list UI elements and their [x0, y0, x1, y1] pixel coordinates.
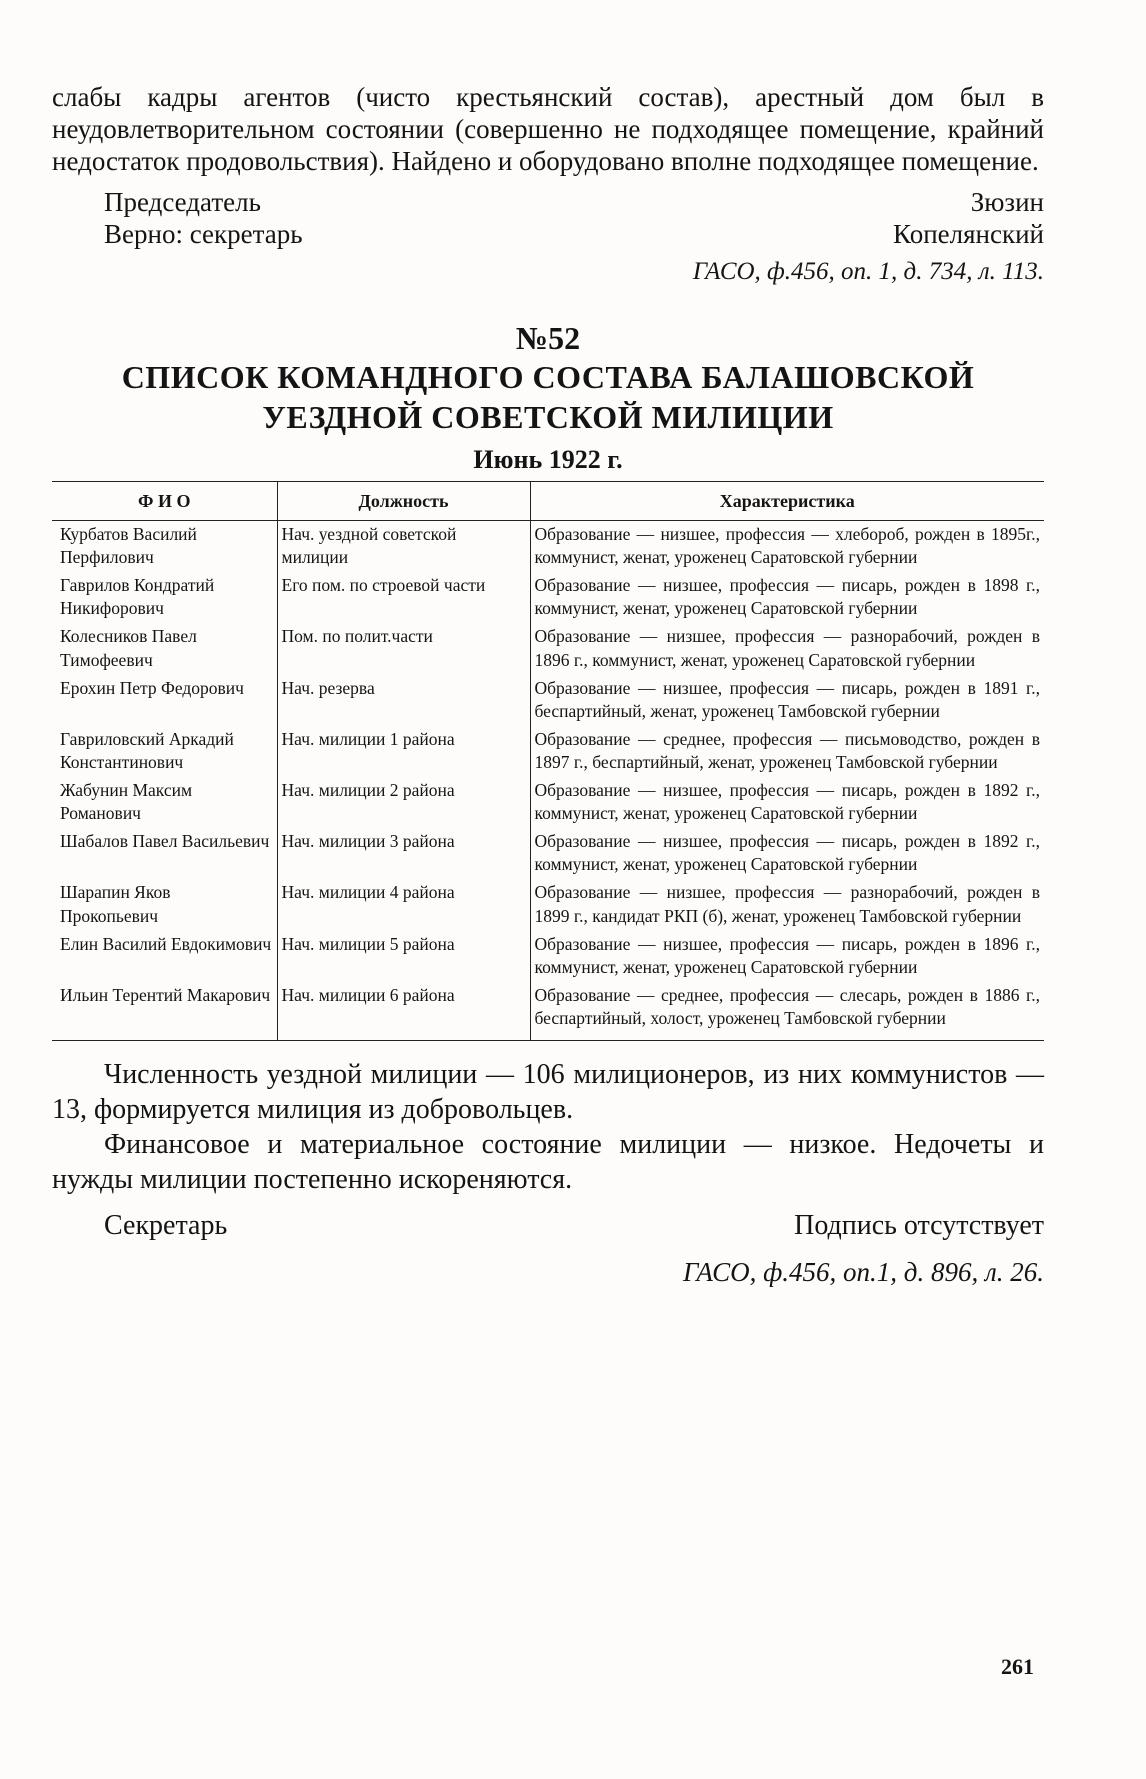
position-cell: Нач. милиции 2 района [277, 777, 530, 828]
document-number: №52 [515, 320, 581, 357]
signature-secretary-final [52, 1209, 1044, 1243]
archive-source: ГАСО, ф.456, оп. 1, д. 734, л. 113. [692, 258, 1044, 286]
position-cell: Нач. милиции 3 района [277, 828, 530, 879]
signature-name: Копелянский [893, 218, 1044, 249]
document-title-line1: СПИСОК КОМАНДНОГО СОСТАВА БАЛАШОВСКОЙ [121, 359, 975, 396]
position-cell: Нач. уездной советской милиции [277, 521, 530, 573]
signature-chairman [52, 186, 1044, 218]
table-header-row [52, 482, 1044, 521]
archive-source: ГАСО, ф.456, оп.1, д. 896, л. 26. [682, 1256, 1044, 1287]
closing-paragraph: Финансовое и материальное состояние милиции — низкое. Недочеты и нужды милиции постепенно искореняются. [52, 1128, 1044, 1195]
position-cell: Его пом. по строевой части [277, 572, 530, 623]
closing-paragraph: Численность уездной милиции — 106 милиционеров, из них коммунистов — 13, формируется милиция из добровольцев. [52, 1058, 1044, 1125]
table-row [52, 675, 1044, 726]
signature-name: Зюзин [970, 186, 1044, 217]
fio-cell: Колесников Павел Тимофеевич [60, 626, 197, 670]
position-cell: Нач. милиции 5 района [277, 931, 530, 982]
signature-secretary [52, 218, 1044, 250]
description-cell: Образование — низшее, профессия — писарь, рожден в 1892 г., коммунист, женат, уроженец Саратовской губернии [530, 777, 1044, 828]
fio-cell: Гаврилов Кондратий Никифорович [60, 575, 215, 619]
document-date: Июнь 1922 г. [473, 445, 623, 475]
description-cell: Образование — среднее, профессия — письмоводство, рожден в 1897 г., беспартийный, женат, уроженец Тамбовской губернии [530, 726, 1044, 777]
position-cell: Нач. милиции 4 района [277, 879, 530, 930]
description-cell: Образование — низшее, профессия — писарь, рожден в 1891 г., беспартийный, женат, уроженец Тамбовской губернии [530, 675, 1044, 726]
signature-role: Верно: секретарь [104, 218, 303, 249]
fio-cell: Ерохин Петр Федорович [60, 677, 244, 698]
position-cell: Нач. милиции 6 района [277, 982, 530, 1041]
document-title-line2: УЕЗДНОЙ СОВЕТСКОЙ МИЛИЦИИ [262, 399, 834, 436]
fio-cell: Гавриловский Аркадий Константинович [60, 728, 234, 772]
signature-status: Подпись отсутствует [794, 1209, 1044, 1241]
signature-role: Председатель [104, 186, 261, 217]
table-row [52, 982, 1044, 1041]
table-row [52, 623, 1044, 674]
table-row [52, 879, 1044, 930]
intro-paragraph: слабы кадры агентов (чисто крестьянский состав), арестный дом был в неудовлетворительном состоянии (совершенно не подходящее помещение, крайний недостаток продовольствия). Найдено и оборудовано вполне подходящее помещение. [52, 82, 1044, 176]
description-cell: Образование — низшее, профессия — писарь, рожден в 1896 г., коммунист, женат, уроженец Саратовской губернии [530, 931, 1044, 982]
table-row [52, 521, 1044, 573]
fio-cell: Шабалов Павел Васильевич [60, 831, 270, 852]
position-cell: Нач. милиции 1 района [277, 726, 530, 777]
table-row [52, 726, 1044, 777]
column-header: Характеристика [530, 482, 1044, 521]
description-cell: Образование — низшее, профессия — разнорабочий, рожден в 1899 г., кандидат РКП (б), женат, уроженец Тамбовской губернии [530, 879, 1044, 930]
position-cell: Пом. по полит.части [277, 623, 530, 674]
fio-cell: Ильин Терентий Макарович [60, 984, 271, 1005]
fio-cell: Елин Василий Евдокимович [60, 933, 272, 954]
description-cell: Образование — среднее, профессия — слесарь, рожден в 1886 г., беспартийный, холост, уроженец Тамбовской губернии [530, 982, 1044, 1041]
fio-cell: Шарапин Яков Прокопьевич [60, 882, 171, 926]
column-header: Ф И О [52, 482, 277, 521]
description-cell: Образование — низшее, профессия — писарь, рожден в 1892 г., коммунист, женат, уроженец Саратовской губернии [530, 828, 1044, 879]
table-row [52, 572, 1044, 623]
closing-section [52, 1057, 1044, 1288]
table-row [52, 931, 1044, 982]
fio-cell: Жабунин Максим Романович [60, 780, 193, 824]
description-cell: Образование — низшее, профессия — разнорабочий, рожден в 1896 г., коммунист, женат, уроженец Саратовской губернии [530, 623, 1044, 674]
column-header: Должность [277, 482, 530, 521]
table-row [52, 777, 1044, 828]
page-number: 261 [1001, 1654, 1034, 1679]
table-row [52, 828, 1044, 879]
staff-table [52, 481, 1044, 1041]
position-cell: Нач. резерва [277, 675, 530, 726]
description-cell: Образование — низшее, профессия — хлебороб, рожден в 1895г., коммунист, женат, уроженец Саратовской губернии [530, 521, 1044, 573]
fio-cell: Курбатов Василий Перфилович [60, 524, 197, 568]
page [52, 82, 1044, 1288]
description-cell: Образование — низшее, профессия — писарь, рожден в 1898 г., коммунист, женат, уроженец Саратовской губернии [530, 572, 1044, 623]
signature-role: Секретарь [104, 1209, 228, 1241]
